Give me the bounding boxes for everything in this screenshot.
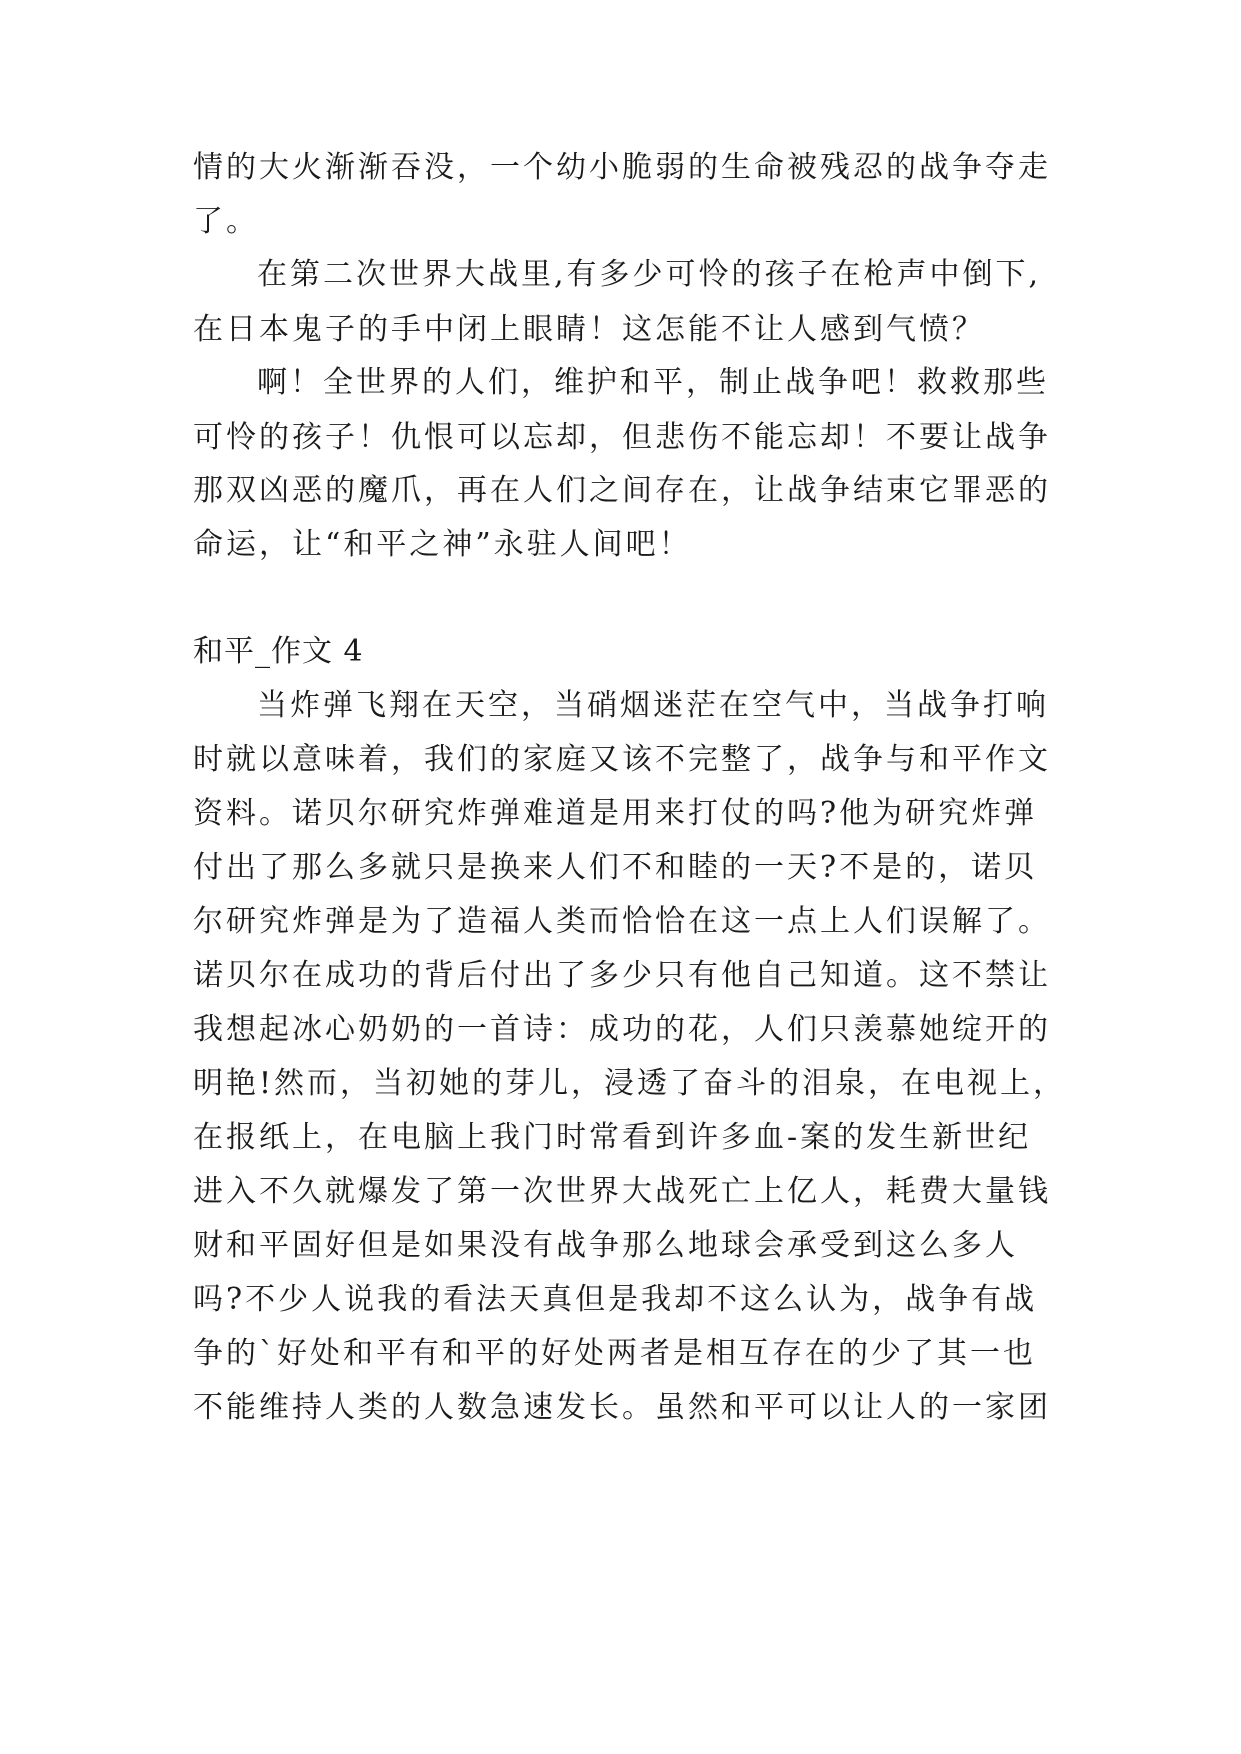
section-heading: 和平_作文 4 [193,634,364,669]
text-line: 情的大火渐渐吞没，一个幼小脆弱的生命被残忍的战争夺走 [193,150,1051,185]
text-line: 明艳!然而，当初她的芽儿，浸透了奋斗的泪泉，在电视上， [193,1066,1067,1101]
text-line: 进入不久就爆发了第一次世界大战死亡上亿人，耗费大量钱 [193,1174,1051,1209]
paragraph-first-line: 在第二次世界大战里,有多少可怜的孩子在枪声中倒下, [257,257,1042,292]
text-line: 时就以意味着，我们的家庭又该不完整了，战争与和平作文 [193,742,1051,777]
text-line: 了。 [193,204,259,239]
text-line: 我想起冰心奶奶的一首诗：成功的花，人们只羡慕她绽开的 [193,1012,1051,1047]
text-line: 可怜的孩子！仇恨可以忘却，但悲伤不能忘却！不要让战争 [193,420,1051,455]
text-line: 财和平固好但是如果没有战争那么地球会承受到这么多人 [193,1228,1018,1263]
text-line: 不能维持人类的人数急速发长。虽然和平可以让人的一家团 [193,1390,1051,1425]
paragraph-first-line: 啊！全世界的人们，维护和平，制止战争吧！救救那些 [257,365,1049,400]
text-line: 付出了那么多就只是换来人们不和睦的一天?不是的，诺贝 [193,850,1038,885]
text-line: 吗?不少人说我的看法天真但是我却不这么认为，战争有战 [193,1282,1038,1317]
text-line: 资料。诺贝尔研究炸弹难道是用来打仗的吗?他为研究炸弹 [193,796,1038,831]
text-line: 在报纸上，在电脑上我门时常看到许多血-案的发生新世纪 [193,1120,1032,1155]
text-line: 尔研究炸弹是为了造福人类而恰恰在这一点上人们误解了。 [193,904,1051,939]
text-line: 在日本鬼子的手中闭上眼睛！这怎能不让人感到气愤？ [193,312,985,347]
paragraph-first-line: 当炸弹飞翔在天空，当硝烟迷茫在空气中，当战争打响 [257,688,1049,723]
text-line: 争的`好处和平有和平的好处两者是相互存在的少了其一也 [193,1336,1036,1371]
text-line: 那双凶恶的魔爪，再在人们之间存在，让战争结束它罪恶的 [193,473,1051,508]
text-line: 命运，让“和平之神”永驻人间吧！ [193,527,692,562]
text-line: 诺贝尔在成功的背后付出了多少只有他自己知道。这不禁让 [193,958,1051,993]
